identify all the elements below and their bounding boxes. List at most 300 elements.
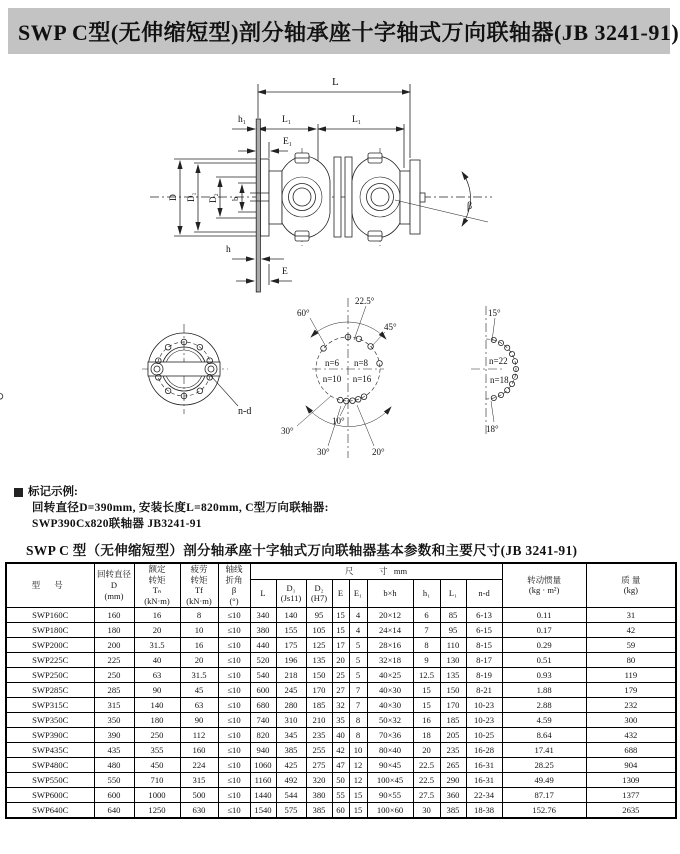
col-rated-torque: 额定 转矩 Tₙ (kN·m)	[134, 563, 180, 607]
value-cell: 95	[440, 622, 466, 637]
col-rotary-diameter: 回转直径 D (mm)	[94, 563, 134, 607]
value-cell: 95	[306, 607, 332, 622]
value-cell: 31.5	[180, 667, 218, 682]
model-cell: SWP160C	[6, 607, 94, 622]
table-header	[6, 563, 676, 607]
value-cell: 10-25	[466, 727, 502, 742]
value-cell: ≤10	[218, 607, 250, 622]
value-cell: 180	[94, 622, 134, 637]
value-cell: 210	[306, 712, 332, 727]
value-cell: 320	[306, 772, 332, 787]
value-cell: 60	[332, 802, 349, 818]
value-cell: 575	[276, 802, 306, 818]
value-cell: 22.5	[413, 772, 440, 787]
value-cell: 179	[586, 682, 676, 697]
value-cell: 10-23	[466, 712, 502, 727]
center-flange-left	[334, 157, 341, 237]
value-cell: 55	[332, 787, 349, 802]
value-cell: 8	[180, 607, 218, 622]
value-cell: 40	[134, 652, 180, 667]
value-cell: 12	[349, 757, 367, 772]
value-cell: 22-34	[466, 787, 502, 802]
value-cell: 640	[94, 802, 134, 818]
label-20: 20°	[372, 447, 385, 457]
value-cell: 35	[332, 712, 349, 727]
value-cell: 380	[306, 787, 332, 802]
value-cell: ≤10	[218, 712, 250, 727]
model-cell: SWP640C	[6, 802, 94, 818]
value-cell: 32×18	[367, 652, 413, 667]
table-row	[6, 742, 676, 757]
value-cell: 17.41	[502, 742, 586, 757]
value-cell: 12.5	[413, 667, 440, 682]
value-cell: 20	[413, 742, 440, 757]
value-cell: 245	[276, 682, 306, 697]
value-cell: 8-15	[466, 637, 502, 652]
marking-line1: 回转直径D=390mm, 安装长度L=820mm, C型万向联轴器:	[32, 502, 329, 514]
value-cell: 225	[94, 652, 134, 667]
value-cell: 385	[306, 802, 332, 818]
model-cell: SWP550C	[6, 772, 94, 787]
value-cell: 8	[413, 637, 440, 652]
value-cell: 450	[134, 757, 180, 772]
value-cell: 385	[440, 802, 466, 818]
value-cell: 80×40	[367, 742, 413, 757]
value-cell: 265	[440, 757, 466, 772]
value-cell: 4	[349, 607, 367, 622]
dim-L1-a: L₁	[282, 115, 292, 125]
coupling-drawing-svg	[0, 54, 680, 482]
value-cell: 6-13	[466, 607, 502, 622]
value-cell: 688	[586, 742, 676, 757]
table-row	[6, 652, 676, 667]
value-cell: 90×45	[367, 757, 413, 772]
model-cell: SWP180C	[6, 622, 94, 637]
dim-D1: D₁	[186, 192, 196, 202]
value-cell: 170	[440, 697, 466, 712]
dim-b: b	[230, 196, 240, 201]
value-cell: 1440	[250, 787, 276, 802]
value-cell: 160	[180, 742, 218, 757]
value-cell: ≤10	[218, 757, 250, 772]
value-cell: 5	[349, 652, 367, 667]
value-cell: 235	[306, 727, 332, 742]
value-cell: 600	[94, 787, 134, 802]
col-E1: E₁	[349, 580, 367, 608]
value-cell: 185	[440, 712, 466, 727]
value-cell: 119	[586, 667, 676, 682]
left-hub	[269, 171, 282, 224]
table-row	[6, 802, 676, 818]
value-cell: 7	[413, 622, 440, 637]
value-cell: 16-31	[466, 772, 502, 787]
value-cell: 50	[332, 772, 349, 787]
value-cell: 250	[94, 667, 134, 682]
value-cell: 47	[332, 757, 349, 772]
value-cell: 110	[440, 637, 466, 652]
value-cell: 8-21	[466, 682, 502, 697]
dim-h: h	[226, 245, 231, 255]
value-cell: 20	[180, 652, 218, 667]
value-cell: 1377	[586, 787, 676, 802]
value-cell: 175	[276, 637, 306, 652]
right-hub	[400, 171, 410, 224]
col-bxh: b×h	[367, 580, 413, 608]
value-cell: 20	[134, 622, 180, 637]
value-cell: 6-15	[466, 622, 502, 637]
value-cell: 360	[440, 787, 466, 802]
value-cell: 340	[250, 607, 276, 622]
value-cell: 63	[180, 697, 218, 712]
value-cell: 1160	[250, 772, 276, 787]
col-group-dimensions: 尺 寸 mm	[250, 563, 502, 580]
model-cell: SWP600C	[6, 787, 94, 802]
label-n-d: n-d	[238, 406, 252, 417]
dim-L: L	[332, 76, 339, 88]
center-flange-right	[345, 157, 352, 237]
marking-example	[0, 482, 680, 532]
value-cell: 15	[349, 787, 367, 802]
value-cell: 16	[134, 607, 180, 622]
col-L: L	[250, 580, 276, 608]
value-cell: 130	[440, 652, 466, 667]
value-cell: 45	[180, 682, 218, 697]
value-cell: 135	[306, 652, 332, 667]
page-title: SWP C型(无伸缩短型)剖分轴承座十字轴式万向联轴器(JB 3241-91)	[18, 19, 680, 45]
value-cell: 600	[250, 682, 276, 697]
value-cell: 390	[94, 727, 134, 742]
value-cell: 135	[440, 667, 466, 682]
value-cell: 100×45	[367, 772, 413, 787]
value-cell: 820	[250, 727, 276, 742]
square-bullet-icon	[14, 488, 23, 497]
value-cell: 2635	[586, 802, 676, 818]
value-cell: 59	[586, 637, 676, 652]
value-cell: 49.49	[502, 772, 586, 787]
value-cell: 492	[276, 772, 306, 787]
value-cell: 25	[332, 667, 349, 682]
value-cell: 100×60	[367, 802, 413, 818]
value-cell: 544	[276, 787, 306, 802]
label-n6: n=6	[324, 358, 340, 368]
value-cell: 90	[180, 712, 218, 727]
model-cell: SWP285C	[6, 682, 94, 697]
value-cell: 740	[250, 712, 276, 727]
model-cell: SWP315C	[6, 697, 94, 712]
technical-drawing	[0, 54, 680, 482]
parameters-table	[5, 562, 677, 819]
value-cell: 8-17	[466, 652, 502, 667]
value-cell: 42	[586, 622, 676, 637]
value-cell: 435	[94, 742, 134, 757]
value-cell: 440	[250, 637, 276, 652]
model-cell: SWP225C	[6, 652, 94, 667]
value-cell: 40×30	[367, 682, 413, 697]
value-cell: 1000	[134, 787, 180, 802]
col-nd: n-d	[466, 580, 502, 608]
value-cell: 22.5	[413, 757, 440, 772]
value-cell: 40×30	[367, 697, 413, 712]
flange-face-view	[142, 324, 251, 417]
value-cell: ≤10	[218, 622, 250, 637]
value-cell: 196	[276, 652, 306, 667]
table-row	[6, 787, 676, 802]
value-cell: ≤10	[218, 682, 250, 697]
value-cell: 27.5	[413, 787, 440, 802]
value-cell: 0.29	[502, 637, 586, 652]
value-cell: ≤10	[218, 742, 250, 757]
partial-pattern-view	[471, 306, 519, 434]
value-cell: 31	[586, 607, 676, 622]
col-D1: D₁ (Js11)	[276, 580, 306, 608]
value-cell: 8-19	[466, 667, 502, 682]
model-cell: SWP250C	[6, 667, 94, 682]
value-cell: 12	[349, 772, 367, 787]
value-cell: 7	[349, 697, 367, 712]
table-row	[6, 697, 676, 712]
label-n22: n=22	[489, 356, 508, 366]
model-cell: SWP390C	[6, 727, 94, 742]
value-cell: 480	[94, 757, 134, 772]
value-cell: 87.17	[502, 787, 586, 802]
col-inertia: 转动惯量 (kg · m²)	[502, 563, 586, 607]
label-10: 10°	[332, 416, 345, 426]
value-cell: 285	[94, 682, 134, 697]
value-cell: 0.51	[502, 652, 586, 667]
label-45: 45°	[384, 322, 397, 332]
value-cell: 140	[276, 607, 306, 622]
marking-heading-text: 标记示例:	[28, 486, 78, 498]
col-model: 型 号	[6, 563, 94, 607]
col-h1: h₁	[413, 580, 440, 608]
value-cell: 15	[349, 802, 367, 818]
label-30-left: 30°	[281, 426, 294, 436]
value-cell: 160	[94, 607, 134, 622]
marking-heading	[14, 484, 680, 500]
label-30-bottom: 30°	[317, 447, 330, 457]
table-body	[6, 607, 676, 818]
value-cell: 17	[332, 637, 349, 652]
value-cell: 8	[349, 712, 367, 727]
value-cell: ≤10	[218, 637, 250, 652]
col-mass: 质 量 (kg)	[586, 563, 676, 607]
model-cell: SWP350C	[6, 712, 94, 727]
value-cell: 345	[276, 727, 306, 742]
value-cell: 255	[306, 742, 332, 757]
value-cell: 500	[180, 787, 218, 802]
value-cell: 1250	[134, 802, 180, 818]
value-cell: 9	[413, 652, 440, 667]
value-cell: 155	[276, 622, 306, 637]
value-cell: 40	[332, 727, 349, 742]
value-cell: 180	[134, 712, 180, 727]
value-cell: 16	[180, 637, 218, 652]
value-cell: ≤10	[218, 697, 250, 712]
value-cell: 710	[134, 772, 180, 787]
value-cell: 8	[349, 727, 367, 742]
col-fatigue-torque: 疲劳 转矩 Tf (kN·m)	[180, 563, 218, 607]
value-cell: 5	[349, 667, 367, 682]
value-cell: 80	[586, 652, 676, 667]
value-cell: 4.59	[502, 712, 586, 727]
table-row	[6, 757, 676, 772]
value-cell: 50×32	[367, 712, 413, 727]
value-cell: 275	[306, 757, 332, 772]
bolt-pattern-view	[0, 296, 397, 458]
table-row	[6, 712, 676, 727]
dim-h1: h₁	[238, 115, 247, 125]
value-cell: 90×55	[367, 787, 413, 802]
value-cell: 24×14	[367, 622, 413, 637]
value-cell: 355	[134, 742, 180, 757]
value-cell: 310	[276, 712, 306, 727]
value-cell: 10-23	[466, 697, 502, 712]
value-cell: 290	[440, 772, 466, 787]
marking-line2: SWP390Cx820联轴器 JB3241-91	[32, 518, 202, 530]
value-cell: 904	[586, 757, 676, 772]
value-cell: 6	[413, 607, 440, 622]
value-cell: 20	[332, 652, 349, 667]
value-cell: 300	[586, 712, 676, 727]
value-cell: 15	[332, 622, 349, 637]
value-cell: 15	[413, 682, 440, 697]
dim-beta: β	[467, 201, 473, 212]
label-22-5: 22.5°	[355, 296, 375, 306]
title-bar	[8, 8, 680, 54]
col-D2: D₂ (H7)	[306, 580, 332, 608]
table-row	[6, 772, 676, 787]
col-axis-angle: 轴线 折角 β (°)	[218, 563, 250, 607]
value-cell: 4	[349, 622, 367, 637]
value-cell: 2.88	[502, 697, 586, 712]
value-cell: 125	[306, 637, 332, 652]
value-cell: 350	[94, 712, 134, 727]
value-cell: 315	[180, 772, 218, 787]
value-cell: 540	[250, 667, 276, 682]
value-cell: 8.64	[502, 727, 586, 742]
left-flange	[261, 159, 270, 236]
value-cell: 0.11	[502, 607, 586, 622]
value-cell: ≤10	[218, 727, 250, 742]
value-cell: 1309	[586, 772, 676, 787]
value-cell: 16-31	[466, 757, 502, 772]
value-cell: 205	[440, 727, 466, 742]
value-cell: 105	[306, 622, 332, 637]
value-cell: ≤10	[218, 667, 250, 682]
value-cell: 185	[306, 697, 332, 712]
value-cell: 1.88	[502, 682, 586, 697]
model-cell: SWP200C	[6, 637, 94, 652]
value-cell: 0.93	[502, 667, 586, 682]
dim-D2: D₂	[208, 193, 218, 203]
value-cell: 28×16	[367, 637, 413, 652]
value-cell: 380	[250, 622, 276, 637]
label-60: 60°	[297, 308, 310, 318]
value-cell: 520	[250, 652, 276, 667]
value-cell: 630	[180, 802, 218, 818]
col-L1: L₁	[440, 580, 466, 608]
value-cell: 28.25	[502, 757, 586, 772]
value-cell: 27	[332, 682, 349, 697]
value-cell: 425	[276, 757, 306, 772]
value-cell: 218	[276, 667, 306, 682]
value-cell: 1540	[250, 802, 276, 818]
dim-E1: E₁	[283, 137, 293, 147]
value-cell: 70×36	[367, 727, 413, 742]
label-n10: n=10	[322, 374, 342, 384]
value-cell: 940	[250, 742, 276, 757]
right-flange	[410, 160, 420, 234]
value-cell: 32	[332, 697, 349, 712]
value-cell: 15	[332, 607, 349, 622]
dim-E: E	[282, 267, 288, 277]
value-cell: 63	[134, 667, 180, 682]
value-cell: 200	[94, 637, 134, 652]
table-row	[6, 622, 676, 637]
value-cell: 224	[180, 757, 218, 772]
value-cell: 16-28	[466, 742, 502, 757]
value-cell: 18-38	[466, 802, 502, 818]
value-cell: 85	[440, 607, 466, 622]
value-cell: 170	[306, 682, 332, 697]
value-cell: ≤10	[218, 772, 250, 787]
value-cell: 150	[306, 667, 332, 682]
value-cell: 280	[276, 697, 306, 712]
table-row	[6, 637, 676, 652]
value-cell: 150	[440, 682, 466, 697]
value-cell: 140	[134, 697, 180, 712]
label-n18: n=18	[490, 375, 509, 385]
value-cell: 20×12	[367, 607, 413, 622]
label-n8: n=8	[353, 358, 369, 368]
value-cell: 112	[180, 727, 218, 742]
value-cell: 432	[586, 727, 676, 742]
value-cell: 235	[440, 742, 466, 757]
value-cell: 42	[332, 742, 349, 757]
value-cell: 152.76	[502, 802, 586, 818]
value-cell: ≤10	[218, 652, 250, 667]
value-cell: 680	[250, 697, 276, 712]
value-cell: 18	[413, 727, 440, 742]
value-cell: 0.17	[502, 622, 586, 637]
flange-plate	[256, 119, 260, 292]
value-cell: 385	[276, 742, 306, 757]
value-cell: 40×25	[367, 667, 413, 682]
value-cell: 5	[349, 637, 367, 652]
value-cell: 10	[180, 622, 218, 637]
model-cell: SWP480C	[6, 757, 94, 772]
col-E: E	[332, 580, 349, 608]
value-cell: 31.5	[134, 637, 180, 652]
dim-D: D	[169, 194, 179, 201]
table-row	[6, 607, 676, 622]
table-row	[6, 727, 676, 742]
value-cell: 7	[349, 682, 367, 697]
value-cell: 15	[413, 697, 440, 712]
dim-L1-b: L₁	[352, 115, 362, 125]
table-row	[6, 682, 676, 697]
label-15: 15°	[488, 308, 501, 318]
value-cell: 90	[134, 682, 180, 697]
value-cell: ≤10	[218, 802, 250, 818]
label-n16: n=16	[352, 374, 372, 384]
value-cell: 315	[94, 697, 134, 712]
value-cell: 550	[94, 772, 134, 787]
value-cell: 10	[349, 742, 367, 757]
model-cell: SWP435C	[6, 742, 94, 757]
table-title: SWP C 型（无伸缩短型）剖分轴承座十字轴式万向联轴器基本参数和主要尺寸(JB 3241-91)	[26, 543, 578, 558]
value-cell: 30	[413, 802, 440, 818]
